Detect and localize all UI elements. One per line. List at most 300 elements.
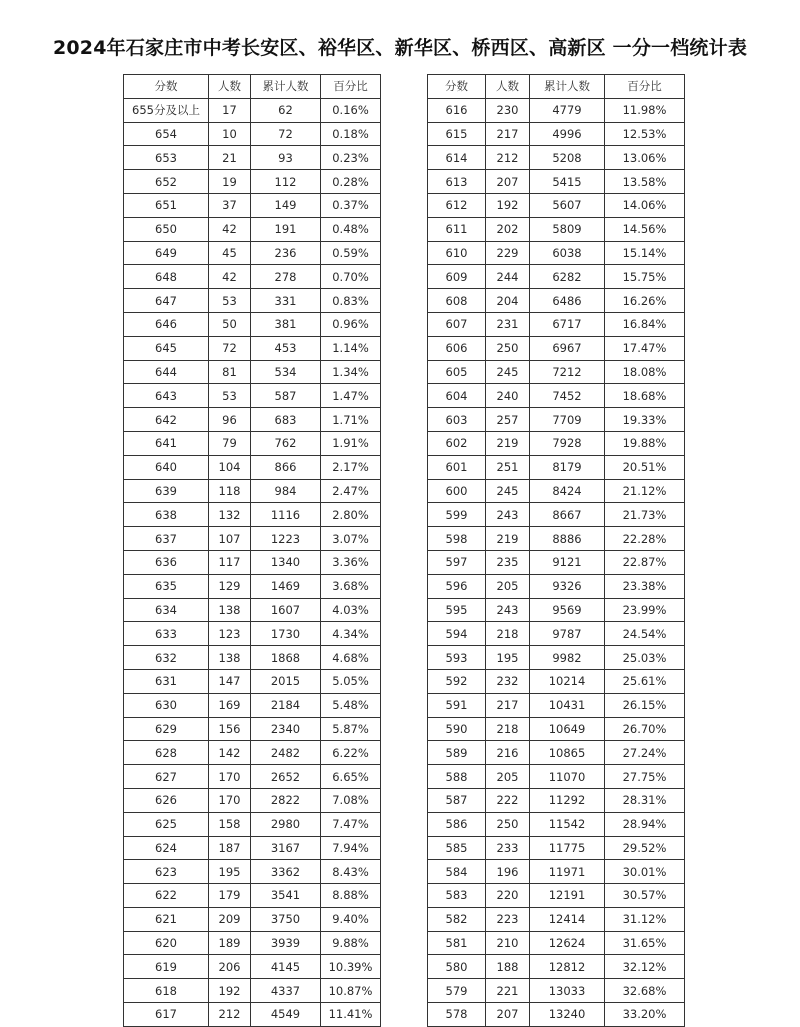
cell-score: 650	[124, 217, 209, 241]
cell-score: 613	[428, 170, 486, 194]
cell-cumulative: 13033	[530, 979, 605, 1003]
cell-score: 615	[428, 122, 486, 146]
cell-cumulative: 93	[251, 146, 321, 170]
cell-count: 195	[486, 646, 530, 670]
header-score: 分数	[428, 75, 486, 99]
cell-count: 207	[486, 170, 530, 194]
table-row	[124, 907, 381, 931]
table-row	[124, 479, 381, 503]
cell-count: 10	[209, 122, 251, 146]
cell-cumulative: 4145	[251, 955, 321, 979]
cell-count: 53	[209, 384, 251, 408]
cell-score: 580	[428, 955, 486, 979]
header-percent: 百分比	[321, 75, 381, 99]
cell-score: 583	[428, 884, 486, 908]
table-row	[428, 717, 685, 741]
cell-cumulative: 3541	[251, 884, 321, 908]
cell-percent: 2.80%	[321, 503, 381, 527]
cell-count: 218	[486, 717, 530, 741]
cell-cumulative: 1607	[251, 598, 321, 622]
cell-score: 587	[428, 788, 486, 812]
cell-count: 118	[209, 479, 251, 503]
table-row	[428, 479, 685, 503]
cell-count: 217	[486, 122, 530, 146]
cell-count: 250	[486, 336, 530, 360]
table-header-row	[124, 75, 381, 99]
cell-count: 217	[486, 693, 530, 717]
cell-percent: 8.43%	[321, 860, 381, 884]
cell-cumulative: 3939	[251, 931, 321, 955]
cell-score: 579	[428, 979, 486, 1003]
cell-count: 45	[209, 241, 251, 265]
cell-percent: 2.47%	[321, 479, 381, 503]
cell-score: 625	[124, 812, 209, 836]
cell-count: 132	[209, 503, 251, 527]
cell-count: 250	[486, 812, 530, 836]
table-row	[124, 170, 381, 194]
cell-percent: 22.28%	[605, 527, 685, 551]
cell-percent: 24.54%	[605, 622, 685, 646]
cell-count: 170	[209, 765, 251, 789]
table-row	[124, 836, 381, 860]
cell-count: 232	[486, 669, 530, 693]
cell-cumulative: 5607	[530, 193, 605, 217]
cell-count: 229	[486, 241, 530, 265]
table-row	[428, 836, 685, 860]
cell-score: 628	[124, 741, 209, 765]
table-row	[124, 646, 381, 670]
cell-percent: 25.03%	[605, 646, 685, 670]
cell-cumulative: 62	[251, 98, 321, 122]
header-count: 人数	[209, 75, 251, 99]
cell-score: 643	[124, 384, 209, 408]
table-row	[428, 598, 685, 622]
table-row	[428, 455, 685, 479]
cell-cumulative: 534	[251, 360, 321, 384]
cell-count: 107	[209, 527, 251, 551]
cell-percent: 19.88%	[605, 431, 685, 455]
cell-score: 608	[428, 289, 486, 313]
table-row	[124, 98, 381, 122]
cell-cumulative: 683	[251, 408, 321, 432]
table-row	[124, 241, 381, 265]
cell-score: 635	[124, 574, 209, 598]
cell-count: 218	[486, 622, 530, 646]
cell-cumulative: 1730	[251, 622, 321, 646]
cell-percent: 5.05%	[321, 669, 381, 693]
cell-score: 612	[428, 193, 486, 217]
header-score: 分数	[124, 75, 209, 99]
cell-count: 192	[486, 193, 530, 217]
table-row	[428, 931, 685, 955]
table-row	[428, 574, 685, 598]
cell-score: 599	[428, 503, 486, 527]
table-row	[428, 907, 685, 931]
cell-score: 626	[124, 788, 209, 812]
cell-count: 206	[209, 955, 251, 979]
cell-percent: 6.22%	[321, 741, 381, 765]
cell-count: 210	[486, 931, 530, 955]
cell-score: 591	[428, 693, 486, 717]
table-row	[428, 979, 685, 1003]
cell-percent: 31.12%	[605, 907, 685, 931]
table-row	[428, 384, 685, 408]
cell-percent: 13.58%	[605, 170, 685, 194]
cell-score: 609	[428, 265, 486, 289]
cell-cumulative: 9326	[530, 574, 605, 598]
cell-cumulative: 9121	[530, 550, 605, 574]
table-row	[428, 693, 685, 717]
cell-count: 202	[486, 217, 530, 241]
cell-percent: 0.16%	[321, 98, 381, 122]
cell-count: 240	[486, 384, 530, 408]
cell-percent: 10.39%	[321, 955, 381, 979]
table-row	[428, 788, 685, 812]
cell-count: 42	[209, 217, 251, 241]
cell-cumulative: 9982	[530, 646, 605, 670]
table-header-row	[428, 75, 685, 99]
table-row	[428, 265, 685, 289]
cell-count: 19	[209, 170, 251, 194]
cell-percent: 14.06%	[605, 193, 685, 217]
cell-percent: 1.34%	[321, 360, 381, 384]
cell-percent: 27.24%	[605, 741, 685, 765]
cell-cumulative: 6038	[530, 241, 605, 265]
cell-count: 138	[209, 598, 251, 622]
cell-percent: 1.71%	[321, 408, 381, 432]
table-row	[124, 860, 381, 884]
cell-percent: 28.94%	[605, 812, 685, 836]
cell-percent: 33.20%	[605, 1003, 685, 1027]
cell-cumulative: 5208	[530, 146, 605, 170]
table-row	[428, 1003, 685, 1027]
cell-cumulative: 1116	[251, 503, 321, 527]
table-row	[124, 598, 381, 622]
cell-cumulative: 9787	[530, 622, 605, 646]
cell-score: 627	[124, 765, 209, 789]
cell-cumulative: 587	[251, 384, 321, 408]
cell-cumulative: 453	[251, 336, 321, 360]
cell-cumulative: 12812	[530, 955, 605, 979]
cell-score: 645	[124, 336, 209, 360]
cell-percent: 9.40%	[321, 907, 381, 931]
cell-percent: 26.15%	[605, 693, 685, 717]
cell-percent: 7.94%	[321, 836, 381, 860]
cell-count: 245	[486, 360, 530, 384]
table-row	[124, 455, 381, 479]
cell-count: 53	[209, 289, 251, 313]
cell-cumulative: 11971	[530, 860, 605, 884]
table-row	[124, 360, 381, 384]
cell-cumulative: 3750	[251, 907, 321, 931]
cell-percent: 22.87%	[605, 550, 685, 574]
table-row	[428, 503, 685, 527]
cell-count: 223	[486, 907, 530, 931]
table-row	[428, 431, 685, 455]
table-row	[124, 788, 381, 812]
cell-cumulative: 8886	[530, 527, 605, 551]
cell-cumulative: 8179	[530, 455, 605, 479]
cell-percent: 19.33%	[605, 408, 685, 432]
cell-count: 72	[209, 336, 251, 360]
cell-cumulative: 236	[251, 241, 321, 265]
table-row	[428, 122, 685, 146]
cell-score: 610	[428, 241, 486, 265]
table-row	[124, 146, 381, 170]
cell-count: 170	[209, 788, 251, 812]
cell-percent: 0.28%	[321, 170, 381, 194]
cell-score: 604	[428, 384, 486, 408]
cell-cumulative: 72	[251, 122, 321, 146]
cell-score: 595	[428, 598, 486, 622]
cell-percent: 0.96%	[321, 312, 381, 336]
table-row	[428, 527, 685, 551]
table-row	[428, 146, 685, 170]
cell-count: 21	[209, 146, 251, 170]
cell-percent: 11.41%	[321, 1003, 381, 1027]
cell-percent: 25.61%	[605, 669, 685, 693]
cell-score: 614	[428, 146, 486, 170]
table-row	[124, 669, 381, 693]
cell-percent: 18.08%	[605, 360, 685, 384]
cell-percent: 2.17%	[321, 455, 381, 479]
cell-percent: 21.73%	[605, 503, 685, 527]
cell-count: 257	[486, 408, 530, 432]
cell-cumulative: 762	[251, 431, 321, 455]
cell-score: 589	[428, 741, 486, 765]
cell-percent: 3.68%	[321, 574, 381, 598]
table-row	[428, 765, 685, 789]
cell-count: 147	[209, 669, 251, 693]
cell-percent: 15.14%	[605, 241, 685, 265]
cell-percent: 8.88%	[321, 884, 381, 908]
cell-percent: 14.56%	[605, 217, 685, 241]
cell-count: 37	[209, 193, 251, 217]
cell-percent: 23.99%	[605, 598, 685, 622]
cell-count: 189	[209, 931, 251, 955]
cell-percent: 27.75%	[605, 765, 685, 789]
cell-cumulative: 112	[251, 170, 321, 194]
cell-count: 245	[486, 479, 530, 503]
cell-score: 641	[124, 431, 209, 455]
cell-score: 640	[124, 455, 209, 479]
cell-percent: 17.47%	[605, 336, 685, 360]
cell-score: 596	[428, 574, 486, 598]
cell-percent: 16.84%	[605, 312, 685, 336]
cell-count: 220	[486, 884, 530, 908]
table-row	[428, 336, 685, 360]
cell-count: 138	[209, 646, 251, 670]
cell-percent: 13.06%	[605, 146, 685, 170]
cell-score: 588	[428, 765, 486, 789]
cell-score: 622	[124, 884, 209, 908]
table-row	[428, 741, 685, 765]
cell-score: 630	[124, 693, 209, 717]
cell-count: 243	[486, 598, 530, 622]
cell-percent: 1.47%	[321, 384, 381, 408]
cell-cumulative: 2652	[251, 765, 321, 789]
cell-cumulative: 6967	[530, 336, 605, 360]
cell-score: 584	[428, 860, 486, 884]
cell-cumulative: 11775	[530, 836, 605, 860]
cell-cumulative: 2980	[251, 812, 321, 836]
cell-percent: 4.34%	[321, 622, 381, 646]
cell-percent: 0.23%	[321, 146, 381, 170]
table-row	[428, 550, 685, 574]
cell-count: 212	[209, 1003, 251, 1027]
cell-score: 582	[428, 907, 486, 931]
cell-score: 636	[124, 550, 209, 574]
cell-count: 209	[209, 907, 251, 931]
cell-cumulative: 7212	[530, 360, 605, 384]
cell-percent: 15.75%	[605, 265, 685, 289]
cell-count: 96	[209, 408, 251, 432]
cell-percent: 5.87%	[321, 717, 381, 741]
cell-count: 142	[209, 741, 251, 765]
cell-count: 158	[209, 812, 251, 836]
table-row	[428, 955, 685, 979]
cell-score: 648	[124, 265, 209, 289]
cell-cumulative: 1469	[251, 574, 321, 598]
cell-percent: 3.36%	[321, 550, 381, 574]
cell-percent: 23.38%	[605, 574, 685, 598]
cell-score: 600	[428, 479, 486, 503]
cell-cumulative: 7928	[530, 431, 605, 455]
table-row	[124, 312, 381, 336]
cell-percent: 28.31%	[605, 788, 685, 812]
cell-score: 623	[124, 860, 209, 884]
table-row	[124, 431, 381, 455]
cell-score: 605	[428, 360, 486, 384]
header-percent: 百分比	[605, 75, 685, 99]
cell-percent: 12.53%	[605, 122, 685, 146]
cell-cumulative: 5809	[530, 217, 605, 241]
table-row	[124, 955, 381, 979]
table-row	[428, 312, 685, 336]
cell-cumulative: 1340	[251, 550, 321, 574]
cell-cumulative: 10865	[530, 741, 605, 765]
cell-percent: 32.68%	[605, 979, 685, 1003]
cell-cumulative: 4337	[251, 979, 321, 1003]
cell-percent: 21.12%	[605, 479, 685, 503]
cell-cumulative: 10649	[530, 717, 605, 741]
table-row	[124, 574, 381, 598]
cell-score: 647	[124, 289, 209, 313]
table-row	[124, 741, 381, 765]
cell-cumulative: 9569	[530, 598, 605, 622]
cell-cumulative: 331	[251, 289, 321, 313]
header-cumulative: 累计人数	[251, 75, 321, 99]
cell-percent: 32.12%	[605, 955, 685, 979]
cell-cumulative: 381	[251, 312, 321, 336]
cell-count: 207	[486, 1003, 530, 1027]
cell-cumulative: 191	[251, 217, 321, 241]
table-row	[124, 622, 381, 646]
cell-cumulative: 10214	[530, 669, 605, 693]
cell-cumulative: 2184	[251, 693, 321, 717]
cell-cumulative: 4779	[530, 98, 605, 122]
table-row	[124, 979, 381, 1003]
cell-percent: 1.91%	[321, 431, 381, 455]
cell-cumulative: 278	[251, 265, 321, 289]
cell-score: 621	[124, 907, 209, 931]
cell-score: 586	[428, 812, 486, 836]
cell-score: 607	[428, 312, 486, 336]
table-row	[124, 503, 381, 527]
cell-cumulative: 6717	[530, 312, 605, 336]
score-table-left-body	[124, 98, 381, 1026]
cell-score: 619	[124, 955, 209, 979]
cell-score: 654	[124, 122, 209, 146]
table-row	[428, 860, 685, 884]
cell-percent: 5.48%	[321, 693, 381, 717]
cell-count: 117	[209, 550, 251, 574]
table-row	[124, 550, 381, 574]
cell-count: 212	[486, 146, 530, 170]
table-row	[428, 360, 685, 384]
table-row	[428, 622, 685, 646]
cell-score: 624	[124, 836, 209, 860]
cell-score: 653	[124, 146, 209, 170]
cell-score: 590	[428, 717, 486, 741]
cell-percent: 0.48%	[321, 217, 381, 241]
cell-count: 251	[486, 455, 530, 479]
cell-percent: 7.08%	[321, 788, 381, 812]
cell-cumulative: 12414	[530, 907, 605, 931]
cell-score: 594	[428, 622, 486, 646]
cell-score: 655分及以上	[124, 98, 209, 122]
table-row	[124, 408, 381, 432]
table-row	[428, 669, 685, 693]
cell-percent: 31.65%	[605, 931, 685, 955]
page-title: 2024年石家庄市中考长安区、裕华区、新华区、桥西区、高新区 一分一档统计表	[52, 37, 748, 59]
cell-cumulative: 13240	[530, 1003, 605, 1027]
cell-cumulative: 10431	[530, 693, 605, 717]
cell-percent: 4.03%	[321, 598, 381, 622]
cell-count: 169	[209, 693, 251, 717]
cell-count: 123	[209, 622, 251, 646]
table-row	[124, 289, 381, 313]
table-row	[124, 384, 381, 408]
cell-percent: 0.59%	[321, 241, 381, 265]
cell-percent: 1.14%	[321, 336, 381, 360]
cell-cumulative: 984	[251, 479, 321, 503]
cell-score: 620	[124, 931, 209, 955]
cell-score: 631	[124, 669, 209, 693]
cell-score: 598	[428, 527, 486, 551]
cell-count: 50	[209, 312, 251, 336]
cell-count: 179	[209, 884, 251, 908]
cell-percent: 0.37%	[321, 193, 381, 217]
table-row	[124, 265, 381, 289]
table-row	[124, 931, 381, 955]
cell-score: 585	[428, 836, 486, 860]
cell-percent: 3.07%	[321, 527, 381, 551]
cell-count: 195	[209, 860, 251, 884]
cell-cumulative: 12624	[530, 931, 605, 955]
cell-percent: 10.87%	[321, 979, 381, 1003]
cell-cumulative: 1868	[251, 646, 321, 670]
cell-percent: 29.52%	[605, 836, 685, 860]
cell-cumulative: 11070	[530, 765, 605, 789]
header-cumulative: 累计人数	[530, 75, 605, 99]
header-count: 人数	[486, 75, 530, 99]
cell-score: 629	[124, 717, 209, 741]
table-row	[428, 170, 685, 194]
cell-count: 204	[486, 289, 530, 313]
cell-count: 42	[209, 265, 251, 289]
cell-count: 196	[486, 860, 530, 884]
